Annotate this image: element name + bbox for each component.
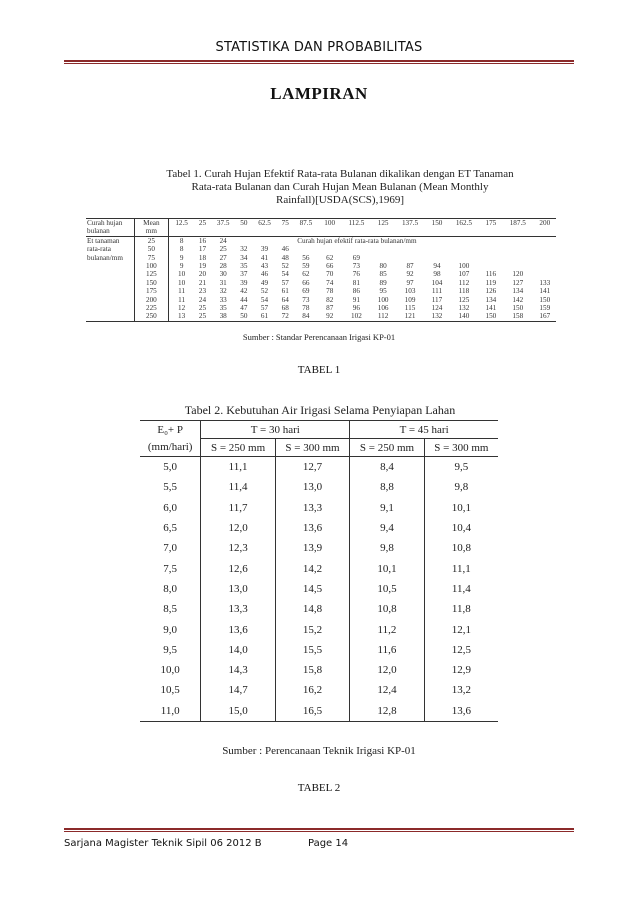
table1-cell: 125 (458, 295, 470, 304)
table2-cell: 9,4 (350, 518, 424, 538)
table1-column-header: 12.5 (168, 219, 194, 228)
table2-sub-header: S = 250 mm (201, 439, 275, 457)
table1-cell (293, 245, 318, 253)
table1-column-header: 162.5 (448, 219, 480, 228)
table1-cell: 44 (240, 295, 248, 304)
table1-mean-cell: 150 (135, 279, 169, 287)
table2-source: Sumber : Perencanaan Teknik Irigasi KP-01 (222, 745, 416, 757)
table2-cell: 12,5 (424, 640, 498, 660)
table2-cell: 12,1 (424, 619, 498, 639)
table1-column-header (426, 227, 448, 236)
table1-cell (534, 270, 556, 278)
table1-cell (502, 262, 534, 270)
table1-cell: 76 (352, 270, 360, 279)
table1-cell: 103 (404, 287, 416, 296)
table1-cell: 86 (352, 287, 360, 296)
table1-cell: 48 (281, 253, 289, 262)
table1-cell: 18 (198, 253, 207, 262)
table1-column-header: 187.5 (502, 219, 534, 228)
table1-cell: 119 (485, 278, 497, 287)
table1-cell (502, 245, 534, 253)
table1-cell (372, 245, 394, 253)
table1-cell: 25 (219, 245, 227, 254)
table2-row-value: 10,0 (160, 664, 180, 677)
table2-cell: 11,2 (350, 619, 424, 639)
table1-column-header: 137.5 (394, 219, 426, 228)
table2-cell: 12,7 (275, 457, 349, 478)
table1-cell: 33 (219, 295, 227, 304)
table1-cell: 115 (404, 304, 416, 313)
table1-cell: 39 (260, 245, 269, 254)
table2-cell: 9,8 (350, 538, 424, 558)
table1-cell (236, 236, 252, 245)
table1-cell: 72 (277, 312, 293, 321)
table1-cell: 25 (194, 312, 210, 321)
table1-cell: 62 (302, 270, 310, 279)
table2-row-value: 11,0 (140, 701, 201, 722)
table1-cell: 111 (431, 287, 443, 296)
table1-cell: 64 (281, 295, 289, 304)
table1-cell: 84 (293, 312, 318, 321)
table1-column-header: 75 (277, 219, 293, 228)
page-number: Page 14 (308, 838, 349, 849)
table1-cell: 59 (302, 262, 310, 271)
table1-column-header (394, 227, 426, 236)
table1-cell: 11 (168, 287, 194, 295)
table1-mean-cell: 225 (135, 304, 169, 312)
table1-cell: 28 (219, 262, 227, 271)
table1-mean-cell: 125 (135, 270, 169, 278)
table2-cell: 12,6 (201, 558, 275, 578)
table1-column-header (341, 227, 372, 236)
table2-cell: 14,7 (201, 680, 275, 700)
table1-cell: 121 (394, 312, 426, 321)
table2-cell: 12,0 (201, 518, 275, 538)
table2-cell: 10,1 (424, 498, 498, 518)
table1-column-header: 112.5 (341, 219, 372, 228)
section-title: LAMPIRAN (270, 84, 368, 103)
table2-cell: 14,0 (201, 640, 275, 660)
table1-cell: 38 (210, 312, 235, 321)
table1-cell: 24 (198, 295, 207, 304)
table1-title (150, 168, 530, 207)
table1-row-label (86, 304, 135, 312)
table2-cell: 11,7 (201, 498, 275, 518)
table1-cell: 61 (281, 287, 289, 296)
table2-cell: 8,4 (350, 457, 424, 478)
table1-cell: 34 (240, 253, 248, 262)
table1-row-label (86, 270, 135, 278)
table1-cell: 27 (219, 253, 227, 262)
table2-row-value: 9,0 (163, 623, 178, 636)
table1-cell: 100 (458, 262, 470, 271)
table1-column-header (319, 227, 341, 236)
table2-row-value: 5,0 (163, 461, 178, 474)
table2-cell: 12,8 (350, 701, 424, 722)
table1-source: Sumber : Standar Perencanaan Irigasi KP-01 (242, 332, 396, 342)
table2-row-value: 6,0 (163, 501, 178, 514)
table1-cell: 57 (281, 278, 289, 287)
table1-cell: 50 (236, 312, 252, 321)
table1-cell: 23 (198, 287, 207, 296)
table1-cell: 104 (431, 278, 443, 287)
table1-cell (534, 262, 556, 270)
table2-cell: 15,0 (201, 701, 275, 722)
table1-cell: 82 (326, 295, 334, 304)
table1-cell: 8 (168, 236, 194, 245)
table2-cell: 15,8 (275, 660, 349, 680)
table2-cell: 15,2 (275, 619, 349, 639)
table2-cell: 10,1 (350, 558, 424, 578)
table1-column-header (168, 227, 194, 236)
table1-cell: 10 (168, 279, 194, 287)
table1-column-header: 175 (480, 219, 502, 228)
table1-cell: 46 (260, 270, 269, 279)
table1-cell (319, 245, 341, 253)
table2-row-value: 9,5 (163, 643, 178, 656)
table1-cell: 158 (502, 312, 534, 321)
table1-cell: 61 (252, 312, 277, 321)
table2-cell: 11,1 (424, 558, 498, 578)
table1-cell: 35 (219, 304, 227, 313)
table2-cell: 16,2 (275, 680, 349, 700)
table1-title-line3: Rainfall)[USDA(SCS),1969] (275, 194, 405, 206)
table1-row-label: bulanan/mm (87, 253, 123, 262)
table1-cell (502, 254, 534, 262)
table1-column-header (277, 227, 293, 236)
table1-cell: 32 (240, 245, 248, 254)
table1-cell: 150 (480, 312, 502, 321)
table1-cell: 87 (406, 262, 414, 271)
table1-cell: 109 (404, 295, 416, 304)
table1-cell: 49 (260, 278, 269, 287)
table1-row-label (86, 312, 135, 321)
table1-cell: 12 (168, 304, 194, 312)
table1-column-header: 62.5 (252, 219, 277, 228)
table1-cell: 98 (433, 270, 441, 279)
table1-cell: 13 (168, 312, 194, 321)
table1-cell: 80 (379, 262, 387, 271)
table1-cell: 21 (198, 278, 207, 287)
table2-cell: 13,2 (424, 680, 498, 700)
table2-cell: 11,1 (201, 457, 275, 478)
table2-cell: 8,8 (350, 477, 424, 497)
table1-cell: 42 (240, 287, 248, 296)
table1-cell (277, 236, 293, 245)
footer (64, 838, 349, 849)
table1-cell: 16 (198, 236, 207, 245)
table1-column-header (194, 227, 210, 236)
table1-cell: 69 (352, 253, 360, 262)
table2-cell: 10,8 (350, 599, 424, 619)
table1-column-header: 50 (236, 219, 252, 228)
table2-cell: 12,4 (350, 680, 424, 700)
table2-cell: 14,8 (275, 599, 349, 619)
table2-cell: 14,3 (201, 660, 275, 680)
table1-cell: 47 (240, 304, 248, 313)
table1-cell: 73 (302, 295, 310, 304)
table1-column-header (293, 227, 318, 236)
table1-cell: 81 (352, 278, 360, 287)
table1-cell: 142 (512, 295, 524, 304)
table1-cell: 141 (485, 304, 497, 313)
table1-cell: 46 (281, 245, 289, 254)
table2-cell: 16,5 (275, 701, 349, 722)
table1-mean-cell: 175 (135, 287, 169, 295)
table1-cell: 70 (326, 270, 334, 279)
table1-cell (480, 245, 502, 253)
table2-cell: 14,2 (275, 558, 349, 578)
table2-cell: 10,4 (424, 518, 498, 538)
table1-cell: 35 (240, 262, 248, 271)
table1-cell: 31 (219, 278, 227, 287)
table2-row-value: 10,5 (160, 684, 180, 697)
table1-cell (341, 245, 372, 253)
table2-cell: 13,0 (275, 477, 349, 497)
footer-left-text: Sarjana Magister Teknik Sipil 06 2012 B (64, 838, 262, 849)
table1-cell: 9 (168, 262, 194, 270)
table1-cell: 17 (198, 245, 207, 254)
table1-cell: 141 (539, 287, 551, 296)
table1-cell: 140 (448, 312, 480, 321)
table1-cell: 112 (372, 312, 394, 321)
table1-cell: 92 (406, 270, 414, 279)
header-rule (64, 60, 574, 64)
table1-row-label (86, 287, 135, 295)
table1-cell: 24 (219, 236, 227, 245)
table1-cell: 107 (458, 270, 470, 279)
header-title: STATISTIKA DAN PROBABILITAS (215, 40, 423, 55)
table1-cell: 102 (341, 312, 372, 321)
table1-column-header: 200 (534, 219, 556, 228)
table1-column-header (210, 227, 235, 236)
table1-cell: 73 (352, 262, 360, 271)
table1-title-line2: Rata-rata Bulanan dan Curah Hujan Mean Bulanan (Mean Monthly (191, 181, 489, 193)
table2-cell: 12,9 (424, 660, 498, 680)
table1-column-header: 150 (426, 219, 448, 228)
table1-cell: 78 (326, 287, 334, 296)
table2-sub-header: S = 300 mm (275, 439, 349, 457)
table1-cell: 89 (379, 278, 387, 287)
table2-title: Tabel 2. Kebutuhan Air Irigasi Selama Penyiapan Lahan (184, 403, 456, 417)
table1-column-header (534, 227, 556, 236)
table2-cell: 13,0 (201, 579, 275, 599)
table1-cell: 132 (426, 312, 448, 321)
table1-column-header: 100 (319, 219, 341, 228)
table1-cell: 92 (319, 312, 341, 321)
table1-mean-cell: 100 (135, 262, 169, 270)
table1-cell: 20 (198, 270, 207, 279)
table1-cell: 159 (539, 304, 551, 313)
table1-cell (252, 236, 277, 245)
table1-column-header (448, 227, 480, 236)
table1-caption: TABEL 1 (297, 364, 341, 376)
footer-rule (64, 828, 574, 832)
table1-cell: 74 (326, 278, 334, 287)
table2-group-header: T = 30 hari (201, 421, 350, 439)
table1-cell: 118 (458, 287, 470, 296)
table2-cell: 12,0 (350, 660, 424, 680)
table1-column-header (252, 227, 277, 236)
table1-cell (426, 245, 448, 253)
table1-cell: 10 (168, 270, 194, 278)
table1-mean-cell: 250 (135, 312, 169, 321)
table2-sub-header: S = 300 mm (424, 439, 498, 457)
table1-cell: 32 (219, 287, 227, 296)
table2-cell: 10,5 (350, 579, 424, 599)
table2-cell: 15,5 (275, 640, 349, 660)
table2-cell: 13,3 (201, 599, 275, 619)
table1-cell: 87 (326, 304, 334, 313)
table1-cell: 134 (485, 295, 497, 304)
table2-row-value: 5,5 (163, 481, 178, 494)
table1-cell: 52 (281, 262, 289, 271)
table2-cell: 11,4 (424, 579, 498, 599)
table1-cell: 133 (539, 278, 551, 287)
table1-cell: 100 (377, 295, 389, 304)
table1-cell: 43 (260, 262, 269, 271)
table2-cell: 13,6 (201, 619, 275, 639)
table2-row-header: E₀+ P (140, 421, 201, 439)
table1-row-label: Et tanaman (87, 236, 120, 245)
table1-cell: 94 (433, 262, 441, 271)
table1-cell (480, 254, 502, 262)
table1-cell: 112 (458, 278, 470, 287)
table1-cell: 56 (302, 253, 310, 262)
table1-row-label: rata-rata (87, 245, 111, 254)
table1-row-label (86, 262, 135, 270)
table1-cell: 8 (168, 245, 194, 253)
table1-title-line1: Tabel 1. Curah Hujan Efektif Rata-rata Bulanan dikalikan dengan ET Tanaman (166, 168, 514, 180)
table1-cell (534, 245, 556, 253)
table1-column-header (236, 227, 252, 236)
table1-mean-cell: 25 (135, 236, 169, 245)
table1-mean-cell: 50 (135, 245, 169, 253)
table1-cell: 41 (260, 253, 269, 262)
table2-cell: 13,6 (424, 701, 498, 722)
table1-cell: 9 (168, 254, 194, 262)
table2-row-value: 8,5 (163, 603, 178, 616)
table1-cell: 132 (458, 304, 470, 313)
table2-cell: 13,9 (275, 538, 349, 558)
table1-cell: 150 (539, 295, 551, 304)
table1-cell (426, 254, 448, 262)
table1-cell: 69 (302, 287, 310, 296)
table1-cell: 127 (512, 278, 524, 287)
table1-row-label-header: Curah hujan (86, 219, 135, 228)
table1-subheading: Curah hujan efektif rata-rata bulanan/mm (297, 236, 417, 245)
table1-mean-cell: 200 (135, 296, 169, 304)
table2-row-value: 6,5 (163, 522, 178, 535)
table1-cell: 116 (485, 270, 497, 279)
table1-cell: 52 (260, 287, 269, 296)
table2-cell: 9,1 (350, 498, 424, 518)
table1-mean-cell: 75 (135, 254, 169, 262)
table1-cell: 96 (352, 304, 360, 313)
table1-column-header: 125 (372, 219, 394, 228)
table2-cell: 11,6 (350, 640, 424, 660)
table1-cell (534, 254, 556, 262)
table1-cell: 78 (302, 304, 310, 313)
table2-cell: 14,5 (275, 579, 349, 599)
table2-cell: 9,8 (424, 477, 498, 497)
table1-cell: 124 (431, 304, 443, 313)
table1-cell: 134 (512, 287, 524, 296)
table1-cell: 54 (281, 270, 289, 279)
table1-cell: 95 (379, 287, 387, 296)
table1-column-header: 87.5 (293, 219, 318, 228)
table1-cell: 120 (512, 270, 524, 279)
table1-cell (480, 262, 502, 270)
table1-column-header: 37.5 (210, 219, 235, 228)
table2-caption: TABEL 2 (297, 782, 341, 794)
table1-cell: 11 (168, 296, 194, 304)
table2-cell: 11,8 (424, 599, 498, 619)
table2-cell: 12,3 (201, 538, 275, 558)
table2-cell: 10,8 (424, 538, 498, 558)
table1-cell (448, 245, 480, 253)
table1-row-label (86, 279, 135, 287)
table2-cell: 11,4 (201, 477, 275, 497)
table1-cell: 150 (512, 304, 524, 313)
table1-cell: 91 (352, 295, 360, 304)
table2-row-value: 7,5 (163, 562, 178, 575)
table1-cell (372, 254, 394, 262)
table1-cell (394, 245, 426, 253)
table1-cell: 126 (485, 287, 497, 296)
table2-cell: 9,5 (424, 457, 498, 478)
table1-column-header (480, 227, 502, 236)
table1-column-header (372, 227, 394, 236)
table1-cell: 39 (240, 278, 248, 287)
table1-row-label (86, 296, 135, 304)
table1-cell (394, 254, 426, 262)
table2-sub-header: S = 250 mm (350, 439, 424, 457)
table1-cell: 85 (379, 270, 387, 279)
table1-cell: 68 (281, 304, 289, 313)
table1-cell: 66 (302, 278, 310, 287)
table1-column-header: 25 (194, 219, 210, 228)
table1-cell: 30 (219, 270, 227, 279)
table1-cell: 54 (260, 295, 269, 304)
table1-cell: 66 (326, 262, 334, 271)
table1-cell (448, 254, 480, 262)
table2-cell: 13,3 (275, 498, 349, 518)
table1-cell: 167 (534, 312, 556, 321)
table1-column-header (502, 227, 534, 236)
table1-cell: 57 (260, 304, 269, 313)
table1-cell: 106 (377, 304, 389, 313)
table1-mean-header: Mean (135, 219, 169, 228)
table1-cell: 25 (198, 304, 207, 313)
table1-cell: 62 (326, 253, 334, 262)
table1-cell: 19 (198, 262, 207, 271)
table2-row-header-unit: (mm/hari) (140, 439, 201, 457)
table2-row-value: 7,0 (163, 542, 178, 555)
table2 (140, 420, 498, 722)
table1-cell: 97 (406, 278, 414, 287)
table1-cell: 117 (431, 295, 443, 304)
table1-mean-header: mm (135, 227, 169, 236)
table2-cell: 13,6 (275, 518, 349, 538)
table1-cell: 37 (240, 270, 248, 279)
table1 (86, 218, 556, 322)
table2-row-value: 8,0 (163, 582, 178, 595)
table1-row-label-header: bulanan (86, 227, 135, 236)
table2-group-header: T = 45 hari (350, 421, 498, 439)
